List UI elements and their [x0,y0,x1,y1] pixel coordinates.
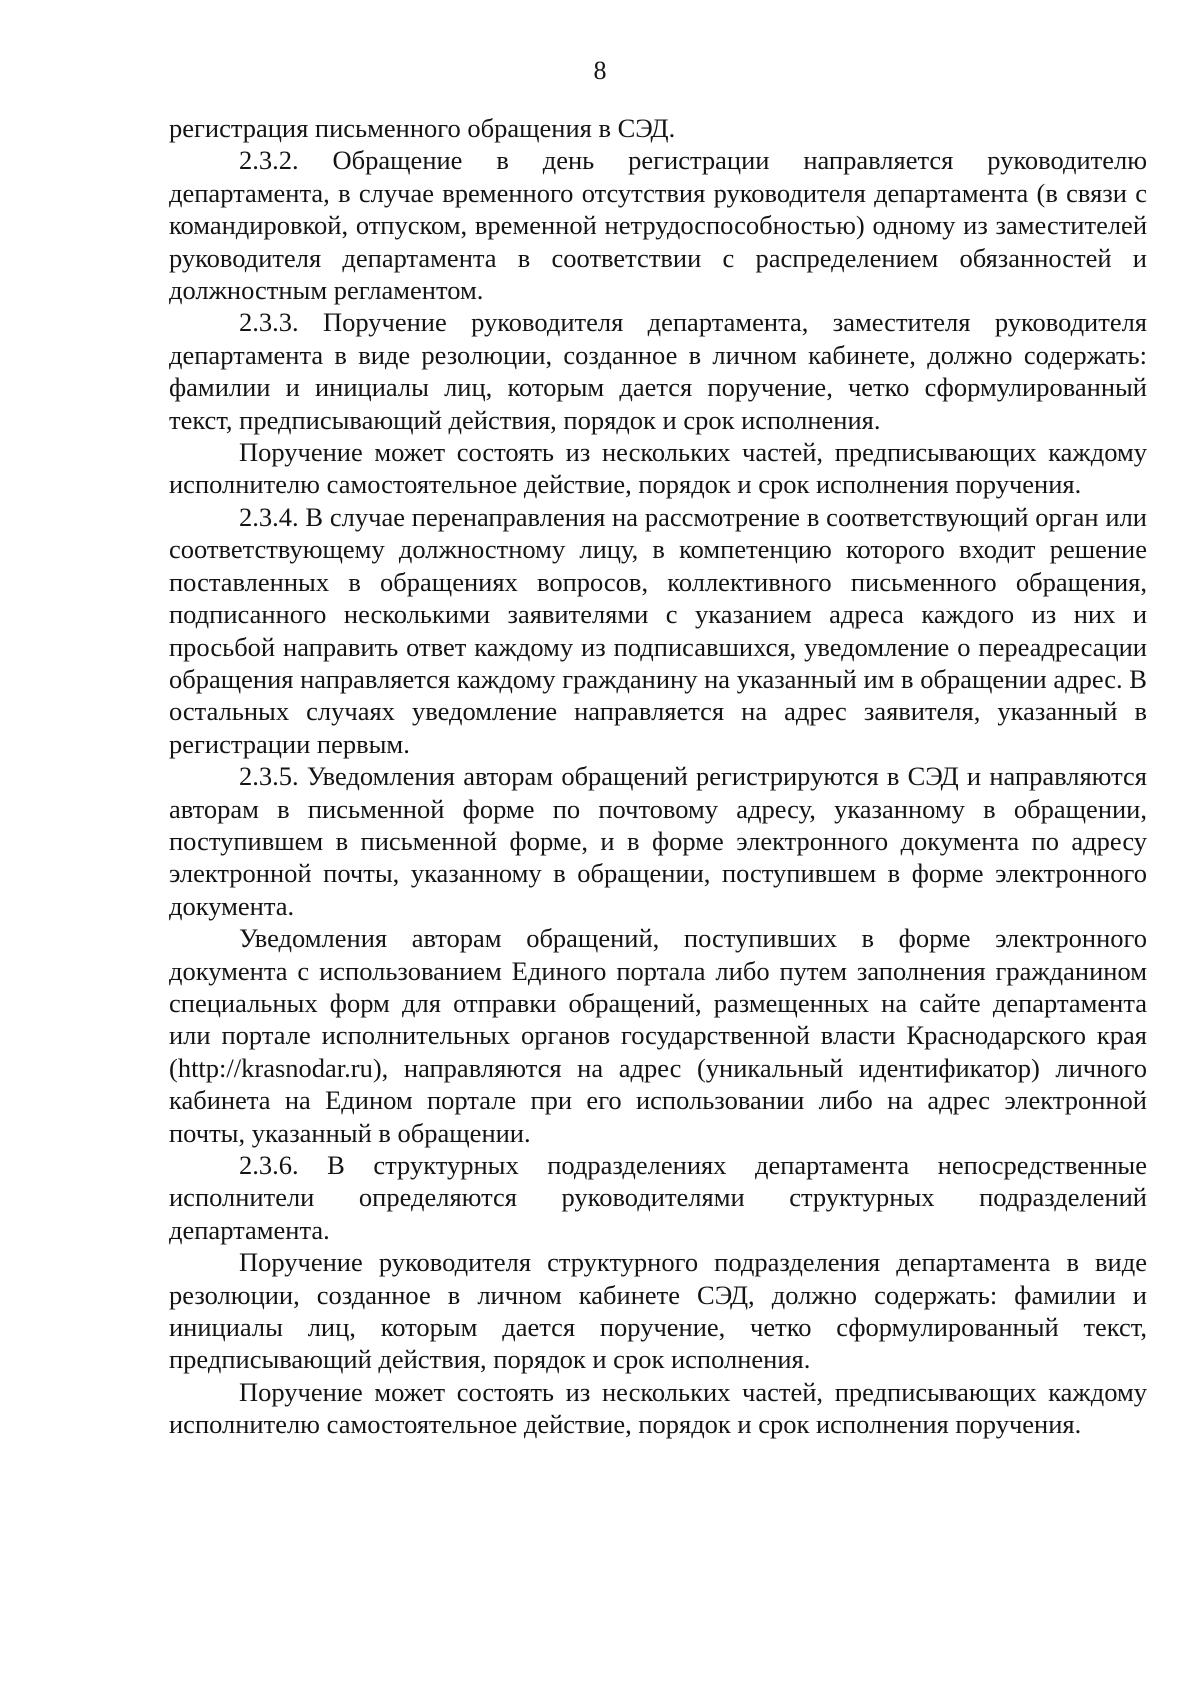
paragraph-2-3-5: 2.3.5. Уведомления авторам обращений регистрируются в СЭД и направляются авторам в письменной форме по почтовому адресу, указанному в обращении, поступившем в письменной форме, и в форме электронного документа по адресу электронной почты, указанному в обращении, поступившем в форме электронного документа. [169,761,1147,921]
paragraph-registration-end: регистрация письменного обращения в СЭД. [169,113,676,143]
document-body [169,112,1147,1441]
paragraph-2-3-5-electronic: Уведомления авторам обращений, поступивших в форме электронного документа с использованием Единого портала либо путем заполнения гражданином специальных форм для отправки обращений, размещенных на сайте департамента или портале исполнительных органов государственной власти Краснодарского края (http://krasnodar.ru), направляются на адрес (уникальный идентификатор) личного кабинета на Едином портале при его использовании либо на адрес электронной почты, указанный в обращении. [169,923,1147,1148]
paragraph-2-3-6: 2.3.6. В структурных подразделениях департамента непосредственные исполнители определяются руководителями структурных подразделений департамента. [169,1150,1147,1245]
paragraph-2-3-6-parts: Поручение может состоять из нескольких частей, предписывающих каждому исполнителю самостоятельное действие, порядок и срок исполнения поручения. [169,1376,1147,1440]
paragraph-2-3-2: 2.3.2. Обращение в день регистрации направляется руководителю департамента, в случае временного отсутствия руководителя департамента (в связи с командировкой, отпуском, временной нетрудоспособностью) одному из заместителей руководителя департамента в соответствии с распределением обязанностей и должностным регламентом. [169,145,1147,306]
page-number: 8 [593,56,607,85]
paragraph-2-3-6-resolution: Поручение руководителя структурного подразделения департамента в виде резолюции, созданное в личном кабинете СЭД, должно содержать: фамилии и инициалы лиц, которым дается поручение, четко сформулированный текст, предписывающий действия, порядок и срок исполнения. [169,1247,1147,1375]
paragraph-2-3-3: 2.3.3. Поручение руководителя департамента, заместителя руководителя департамента в виде резолюции, созданное в личном кабинете, должно содержать: фамилии и инициалы лиц, которым дается поручение, четко сформулированный текст, предписывающий действия, порядок и срок исполнения. [169,307,1147,435]
paragraph-2-3-4: 2.3.4. В случае перенаправления на рассмотрение в соответствующий орган или соответствующему должностному лицу, в компетенцию которого входит решение поставленных в обращениях вопросов, коллективного письменного обращения, подписанного несколькими заявителями с указанием адреса каждого из них и просьбой направить ответ каждому из подписавшихся, уведомление о переадресации обращения направляется каждому гражданину на указанный им в обращении адрес. В остальных случаях уведомление направляется на адрес заявителя, указанный в регистрации первым. [169,501,1147,759]
paragraph-2-3-3-parts: Поручение может состоять из нескольких частей, предписывающих каждому исполнителю самостоятельное действие, порядок и срок исполнения поручения. [169,437,1147,500]
